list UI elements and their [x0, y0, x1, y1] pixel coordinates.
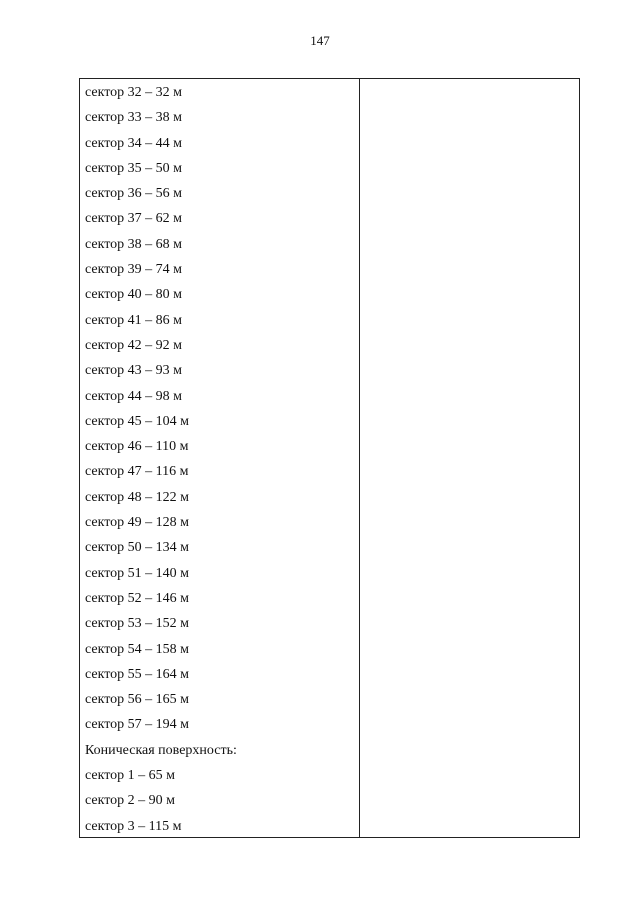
- table-row: сектор 44 – 98 м: [85, 388, 183, 404]
- table-row: сектор 3 – 115 м: [85, 818, 182, 834]
- table-row: сектор 32 – 32 м: [85, 85, 183, 100]
- table-row: сектор 49 – 128 м: [85, 515, 190, 531]
- table-row: сектор 45 – 104 м: [85, 413, 190, 429]
- table-row: сектор 36 – 56 м: [85, 186, 183, 202]
- table-row: сектор 37 – 62 м: [85, 211, 183, 227]
- table-row: сектор 34 – 44 м: [85, 135, 183, 151]
- table-row: сектор 53 – 152 м: [85, 616, 190, 632]
- table-row: сектор 41 – 86 м: [85, 312, 183, 328]
- table-row: сектор 52 – 146 м: [85, 590, 190, 606]
- table-row: сектор 42 – 92 м: [85, 337, 183, 353]
- table-row: сектор 1 – 65 м: [85, 768, 176, 784]
- table-row: сектор 2 – 90 м: [85, 793, 176, 809]
- left-column: [85, 82, 237, 841]
- table-row: сектор 50 – 134 м: [85, 540, 190, 556]
- table-row: сектор 55 – 164 м: [85, 666, 190, 682]
- section-heading: Коническая поверхность:: [85, 742, 237, 758]
- column-divider: [359, 79, 360, 837]
- table-row: сектор 47 – 116 м: [85, 464, 189, 480]
- table-row: сектор 57 – 194 м: [85, 717, 190, 733]
- table-row: сектор 33 – 38 м: [85, 110, 183, 126]
- table-row: сектор 51 – 140 м: [85, 565, 190, 581]
- table-row: сектор 40 – 80 м: [85, 287, 183, 303]
- page-number: 147: [310, 33, 330, 48]
- table-row: сектор 48 – 122 м: [85, 489, 190, 505]
- table-row: сектор 35 – 50 м: [85, 160, 183, 176]
- sector-table: [79, 78, 580, 838]
- table-row: сектор 39 – 74 м: [85, 262, 183, 278]
- table-row: сектор 38 – 68 м: [85, 236, 183, 252]
- table-row: сектор 56 – 165 м: [85, 692, 190, 708]
- table-row: сектор 54 – 158 м: [85, 641, 190, 657]
- table-row: сектор 43 – 93 м: [85, 363, 183, 379]
- table-row: сектор 46 – 110 м: [85, 439, 189, 455]
